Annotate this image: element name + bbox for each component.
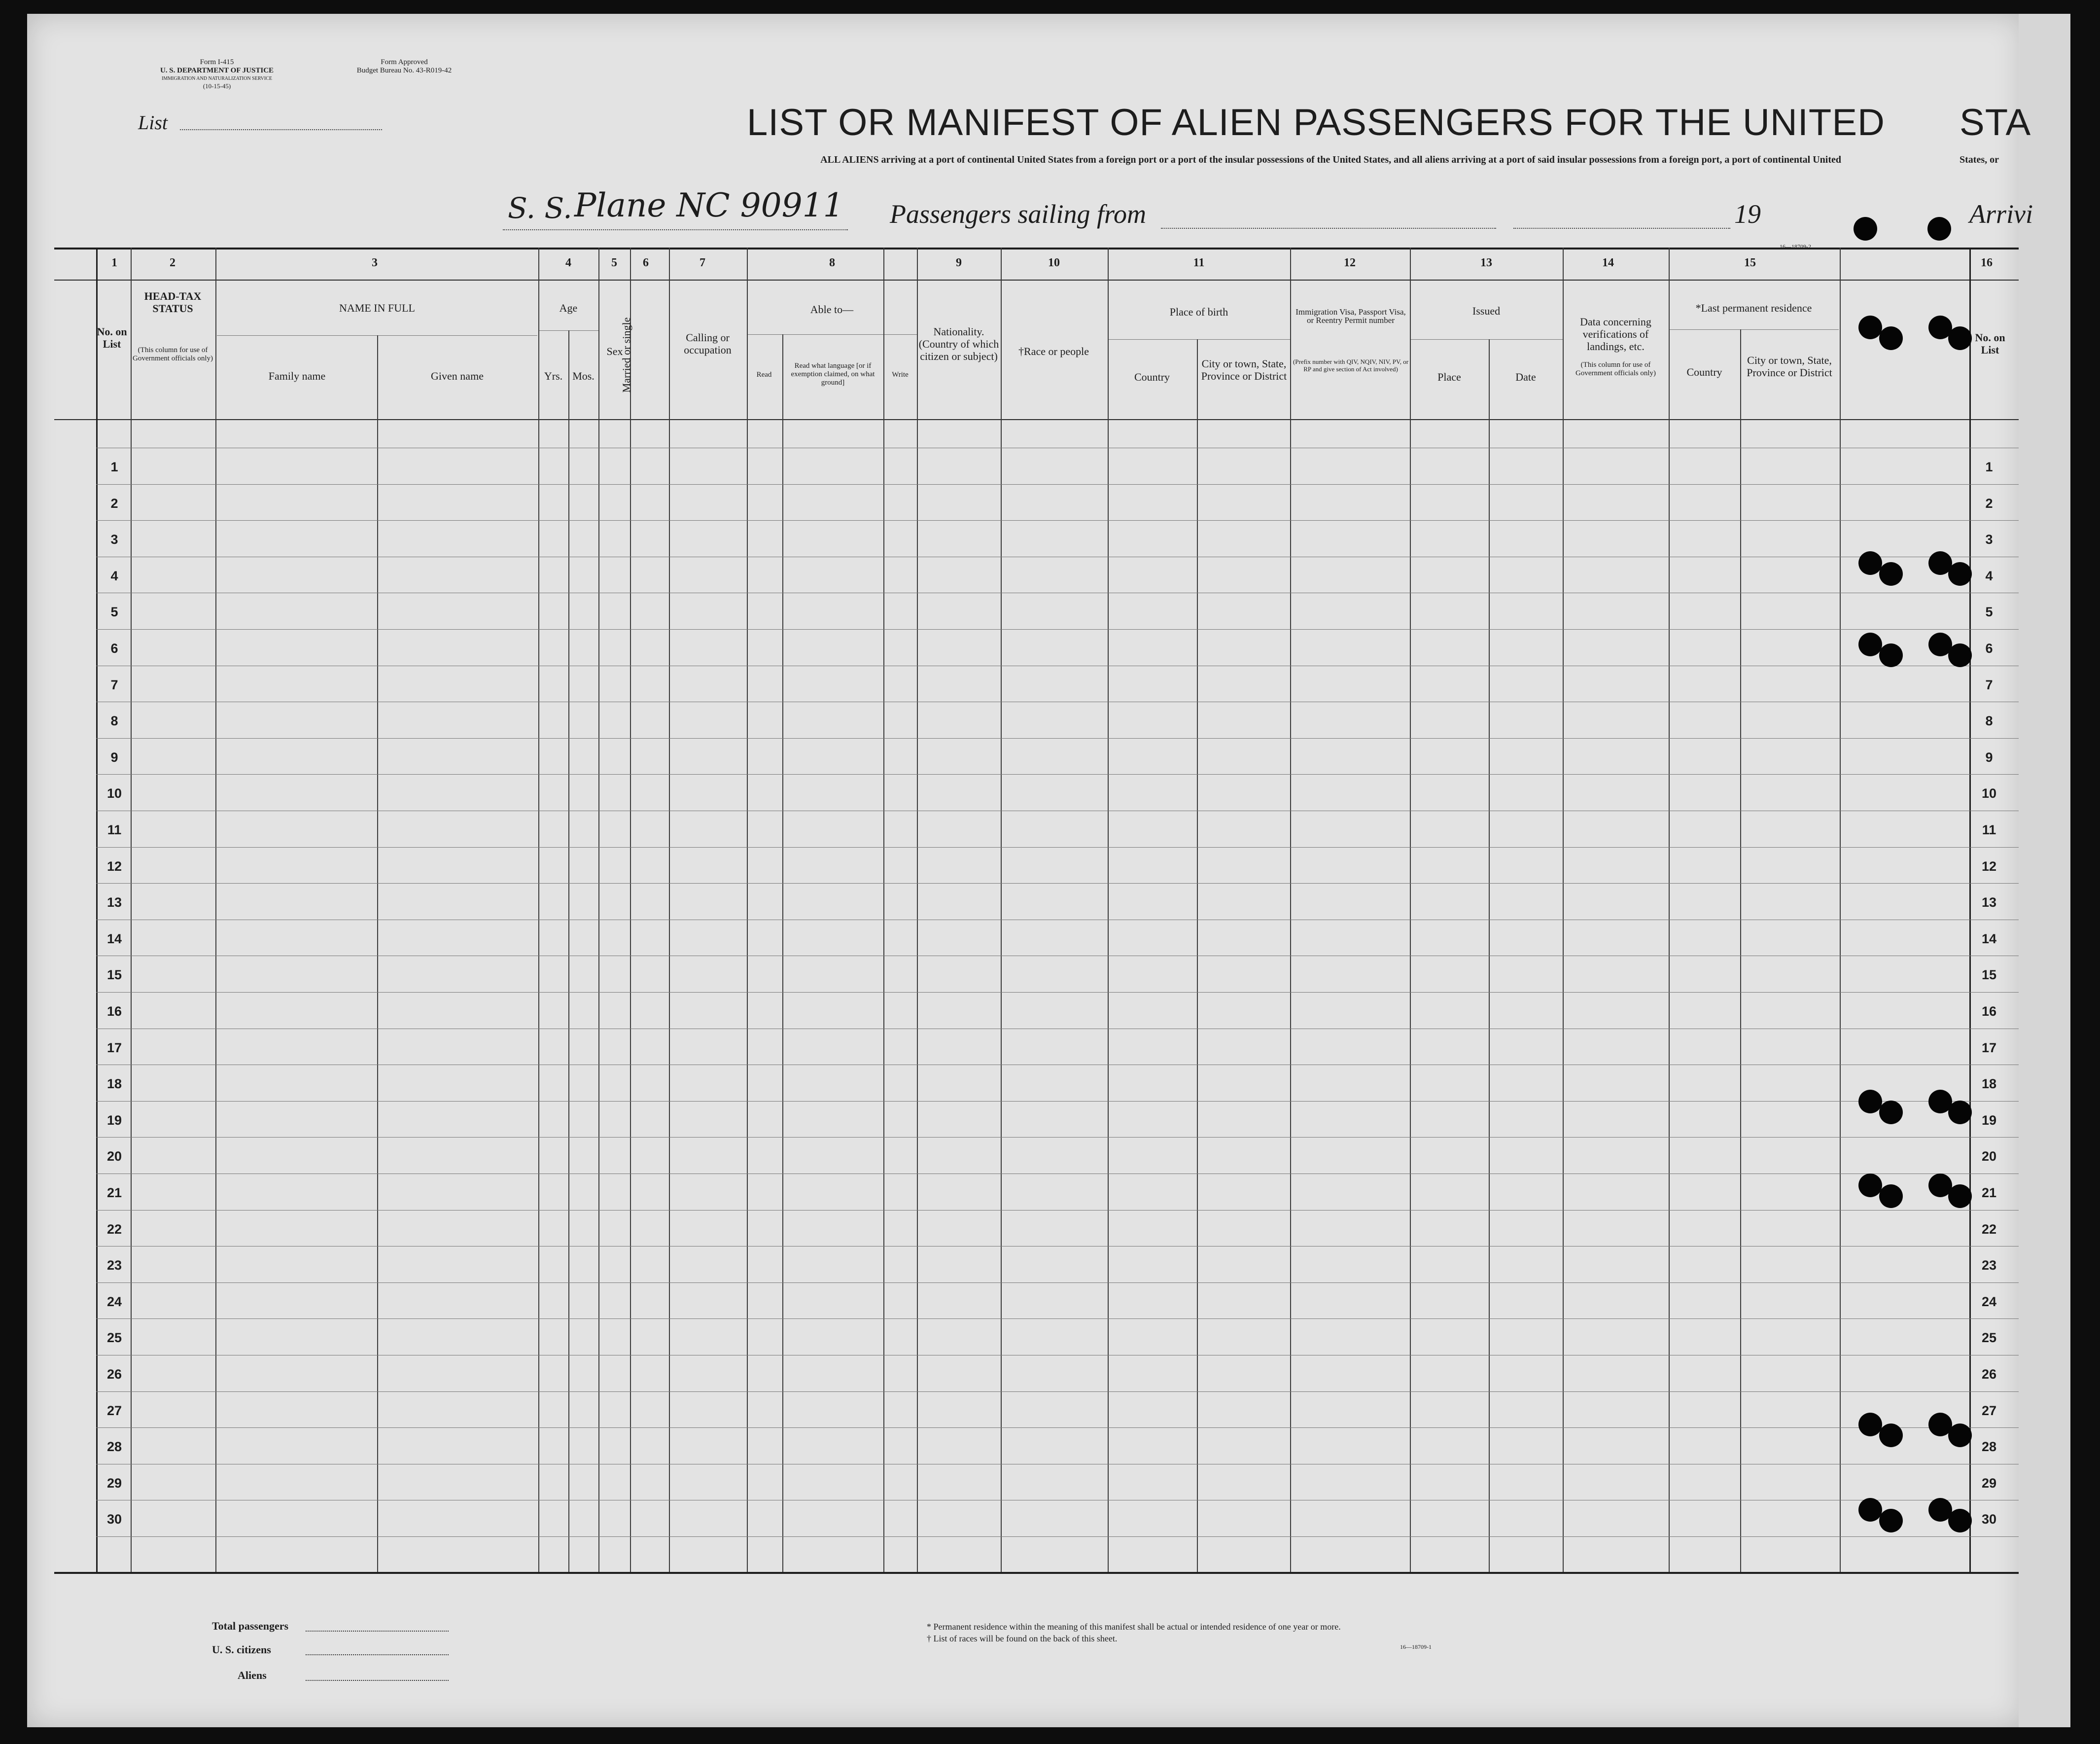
row-number-left: 16 <box>106 1004 122 1019</box>
column-line <box>538 248 539 1572</box>
row-number-right: 25 <box>1981 1330 1997 1345</box>
column-line <box>1563 248 1564 1572</box>
column-line <box>917 248 918 1572</box>
punch-hole <box>1879 1509 1903 1532</box>
row-line <box>96 629 2019 630</box>
punch-hole <box>1858 1498 1882 1522</box>
total-passengers-label: Total passengers <box>212 1620 289 1632</box>
row-line <box>96 1101 2019 1102</box>
row-number-left: 3 <box>110 532 118 547</box>
header-bottom-border <box>54 419 2019 420</box>
subheader-divider-5 <box>1669 329 1839 330</box>
manifest-title: LIST OR MANIFEST OF ALIEN PASSENGERS FOR THE UNITED <box>747 102 1885 143</box>
column-line <box>630 248 631 1572</box>
column-line <box>377 335 378 1572</box>
subtitle-continued: States, or <box>1960 154 1999 165</box>
col14-note: (This column for use of Government officials only) <box>1575 361 1656 377</box>
row-number-left: 20 <box>106 1149 122 1164</box>
total-passengers-blank <box>306 1631 449 1632</box>
punch-hole <box>1948 643 1972 667</box>
row-number-left: 10 <box>106 786 122 801</box>
row-number-left: 21 <box>106 1185 122 1200</box>
next-page-edge <box>2019 14 2070 1727</box>
footnote-races: † List of races will be found on the back of this sheet. <box>927 1634 1118 1643</box>
row-number-right: 6 <box>1985 641 1993 656</box>
column-number-c15: 15 <box>1744 256 1756 269</box>
col3-family-name: Family name <box>268 370 326 382</box>
year-label: 19 <box>1734 199 1761 229</box>
column-line <box>1740 329 1741 1572</box>
punch-hole <box>1879 1424 1903 1447</box>
col9-header: Nationality. (Country of which citizen or subject) <box>918 325 999 362</box>
punch-hole <box>1858 1090 1882 1113</box>
row-number-right: 12 <box>1981 859 1997 874</box>
col13-date: Date <box>1515 371 1536 383</box>
col5-header: Sex <box>606 345 623 357</box>
col6-header: Married or single <box>620 317 632 393</box>
row-number-left: 6 <box>110 641 118 656</box>
col10-header: †Race or people <box>1018 345 1089 357</box>
row-number-left: 30 <box>106 1512 122 1527</box>
row-number-left: 14 <box>106 931 122 946</box>
row-number-left: 26 <box>106 1367 122 1382</box>
row-number-left: 13 <box>106 895 122 910</box>
column-number-c1: 1 <box>111 256 117 269</box>
punch-hole <box>1948 1184 1972 1208</box>
row-number-right: 10 <box>1981 786 1997 801</box>
punch-hole <box>1948 1101 1972 1124</box>
us-citizens-label: U. S. citizens <box>212 1643 271 1656</box>
row-number-left: 22 <box>106 1222 122 1237</box>
row-line <box>96 1391 2019 1392</box>
form-header-left <box>123 58 311 90</box>
row-number-right: 15 <box>1981 967 1997 982</box>
col13-place: Place <box>1437 371 1461 383</box>
row-number-right: 26 <box>1981 1367 1997 1382</box>
col16-header: No. on List <box>1975 331 2005 356</box>
column-number-c13: 13 <box>1480 256 1492 269</box>
row-number-right: 27 <box>1981 1403 1997 1418</box>
service-name: IMMIGRATION AND NATURALIZATION SERVICE <box>162 76 272 81</box>
column-number-c14: 14 <box>1602 256 1614 269</box>
row-number-left: 23 <box>106 1258 122 1273</box>
column-line <box>1969 248 1971 1572</box>
row-number-left: 19 <box>106 1113 122 1128</box>
row-number-right: 18 <box>1981 1076 1997 1091</box>
column-line <box>131 248 132 1572</box>
row-number-left: 4 <box>110 569 118 583</box>
punch-hole <box>1879 1184 1903 1208</box>
punch-hole <box>1858 1413 1882 1436</box>
table-top-border <box>54 248 2019 249</box>
col11-country: Country <box>1134 371 1170 383</box>
row-number-right: 9 <box>1985 750 1993 765</box>
row-line <box>96 738 2019 739</box>
column-number-c4: 4 <box>565 256 571 269</box>
subheader-divider-3 <box>1108 339 1290 340</box>
row-number-right: 17 <box>1981 1040 1997 1055</box>
row-line <box>96 1427 2019 1428</box>
sailing-from-label: Passengers sailing from <box>890 199 1147 229</box>
column-line <box>1108 248 1109 1572</box>
row-number-left: 11 <box>107 822 122 837</box>
column-number-c8: 8 <box>829 256 835 269</box>
column-line <box>1840 248 1841 1572</box>
punch-hole <box>1927 217 1951 241</box>
table-bottom-border <box>54 1572 2019 1574</box>
form-date: (10-15-45) <box>203 82 231 90</box>
footnote-permanent: * Permanent residence within the meaning of this manifest shall be actual or intended residence of one year or more. <box>927 1622 1341 1632</box>
ss-label: S. S. <box>508 191 572 225</box>
column-line <box>1290 248 1291 1572</box>
column-line <box>1669 248 1670 1572</box>
col11-header: Place of birth <box>1169 306 1228 318</box>
punch-hole <box>1858 551 1882 575</box>
column-number-c10: 10 <box>1048 256 1060 269</box>
column-number-c6: 6 <box>643 256 649 269</box>
row-line <box>96 1536 2019 1537</box>
col13-header: Issued <box>1472 305 1501 317</box>
column-line <box>747 248 748 1572</box>
col15-country: Country <box>1686 366 1722 378</box>
row-number-right: 11 <box>1982 822 1996 837</box>
row-line <box>96 847 2019 848</box>
row-number-left: 7 <box>110 677 118 692</box>
column-line <box>883 248 884 1572</box>
punch-hole <box>1948 1424 1972 1447</box>
col4-header: Age <box>559 302 578 314</box>
row-number-left: 24 <box>106 1294 122 1309</box>
top-code: 16—18709-2 <box>1780 243 1811 250</box>
print-code: 16—18709-1 <box>1400 1643 1432 1650</box>
punch-hole <box>1854 217 1877 241</box>
aliens-blank <box>306 1680 449 1681</box>
col14-header: Data concerning verifications of landings, etc. <box>1580 316 1651 353</box>
column-line <box>669 248 670 1572</box>
subheader-divider-4 <box>1410 339 1563 340</box>
row-number-left: 25 <box>106 1330 122 1345</box>
list-blank <box>180 129 382 130</box>
budget-number: Budget Bureau No. 43-R019-42 <box>356 67 452 74</box>
col1-header: No. on List <box>97 325 127 350</box>
column-number-row-border <box>54 280 2019 281</box>
row-number-right: 19 <box>1981 1113 1997 1128</box>
column-number-c9: 9 <box>956 256 962 269</box>
row-number-right: 21 <box>1981 1185 1997 1200</box>
row-line <box>96 1137 2019 1138</box>
column-number-c11: 11 <box>1193 256 1205 269</box>
row-line <box>96 883 2019 884</box>
department-name: U. S. DEPARTMENT OF JUSTICE <box>160 67 274 74</box>
col12-header: Immigration Visa, Passport Visa, or Reentry Permit number <box>1295 307 1406 325</box>
col2-header: HEAD-TAX STATUS <box>144 290 202 315</box>
column-line <box>96 248 98 1572</box>
row-number-right: 20 <box>1981 1149 1997 1164</box>
row-number-right: 1 <box>1985 460 1993 474</box>
row-number-right: 28 <box>1981 1439 1997 1454</box>
subheader-divider-2 <box>747 334 917 335</box>
col3-header: NAME IN FULL <box>339 302 415 314</box>
manifest-sheet <box>27 14 2024 1727</box>
row-number-left: 5 <box>110 605 118 619</box>
arriving-label: Arrivi <box>1969 199 2033 229</box>
punch-hole <box>1948 326 1972 350</box>
row-number-right: 13 <box>1981 895 1997 910</box>
row-number-right: 5 <box>1985 605 1993 619</box>
vessel-blank <box>503 229 848 230</box>
punch-hole <box>1858 633 1882 656</box>
row-number-left: 18 <box>106 1076 122 1091</box>
col15-header: *Last permanent residence <box>1695 302 1812 314</box>
us-citizens-blank <box>306 1654 449 1655</box>
column-number-c16: 16 <box>1981 256 1993 269</box>
sailing-from-blank <box>1161 228 1496 229</box>
row-number-right: 3 <box>1985 532 1993 547</box>
row-number-left: 17 <box>106 1040 122 1055</box>
form-header-right <box>325 58 483 75</box>
title-continued: STA <box>1960 102 2031 143</box>
punch-hole <box>1948 1509 1972 1532</box>
row-number-right: 8 <box>1985 713 1993 728</box>
col8-read: Read <box>756 371 772 379</box>
column-number-c7: 7 <box>700 256 705 269</box>
column-line <box>598 248 599 1572</box>
col7-header: Calling or occupation <box>684 331 732 356</box>
vessel-name-handwritten: Plane NC 90911 <box>574 186 844 224</box>
punch-hole <box>1879 1101 1903 1124</box>
col11-city: City or town, State, Province or District <box>1201 357 1287 382</box>
col12-note: (Prefix number with QIV, NQIV, NIV, PV, or RP and give section of Act involved) <box>1293 358 1409 373</box>
row-line <box>96 1282 2019 1283</box>
row-number-right: 24 <box>1981 1294 1997 1309</box>
row-number-right: 7 <box>1985 677 1993 692</box>
punch-hole <box>1858 1174 1882 1197</box>
row-number-left: 2 <box>110 496 118 511</box>
row-number-left: 9 <box>110 750 118 765</box>
punch-hole <box>1879 562 1903 586</box>
row-number-left: 12 <box>106 859 122 874</box>
list-label: List <box>138 111 168 134</box>
row-number-right: 22 <box>1981 1222 1997 1237</box>
row-line <box>96 484 2019 485</box>
col8-header: Able to— <box>810 303 854 316</box>
col8-read-language: Read what language [or if exemption claimed, on what ground] <box>791 362 875 387</box>
row-number-left: 29 <box>106 1476 122 1491</box>
row-line <box>96 1318 2019 1319</box>
col3-given-name: Given name <box>431 370 484 382</box>
row-number-left: 1 <box>110 460 118 474</box>
row-number-right: 16 <box>1981 1004 1997 1019</box>
col4-months: Mos. <box>572 370 595 382</box>
punch-hole <box>1879 643 1903 667</box>
row-number-right: 30 <box>1981 1512 1997 1527</box>
row-number-left: 15 <box>106 967 122 982</box>
column-number-c3: 3 <box>372 256 378 269</box>
row-number-right: 23 <box>1981 1258 1997 1273</box>
column-line <box>568 330 569 1572</box>
col8-write: Write <box>892 371 909 379</box>
col15-city: City or town, State, Province or District <box>1747 354 1832 379</box>
column-line <box>1001 248 1002 1572</box>
column-number-c2: 2 <box>170 256 175 269</box>
punch-hole <box>1858 316 1882 339</box>
manifest-subtitle: ALL ALIENS arriving at a port of continental United States from a foreign port or a port of the insular possessions of the United States, and all aliens arriving at a port of said insular possessions from a foreign port, a port of continental United <box>820 154 1841 165</box>
column-number-c5: 5 <box>611 256 617 269</box>
row-line <box>96 992 2019 993</box>
punch-hole <box>1948 562 1972 586</box>
col4-years: Yrs. <box>544 370 563 382</box>
row-line <box>96 520 2019 521</box>
row-number-left: 8 <box>110 713 118 728</box>
row-number-right: 29 <box>1981 1476 1997 1491</box>
row-number-right: 4 <box>1985 569 1993 583</box>
form-number: Form I-415 <box>200 58 234 66</box>
column-line <box>1410 248 1411 1572</box>
aliens-label: Aliens <box>238 1669 267 1681</box>
punch-hole <box>1879 326 1903 350</box>
column-number-c12: 12 <box>1344 256 1356 269</box>
col2-note: (This column for use of Government officials only) <box>132 346 213 362</box>
column-line <box>215 248 216 1572</box>
date-blank <box>1513 228 1730 229</box>
row-number-right: 2 <box>1985 496 1993 511</box>
row-number-right: 14 <box>1981 931 1997 946</box>
row-line <box>96 774 2019 775</box>
row-number-left: 28 <box>106 1439 122 1454</box>
row-number-left: 27 <box>106 1403 122 1418</box>
form-approval: Form Approved <box>381 58 428 66</box>
